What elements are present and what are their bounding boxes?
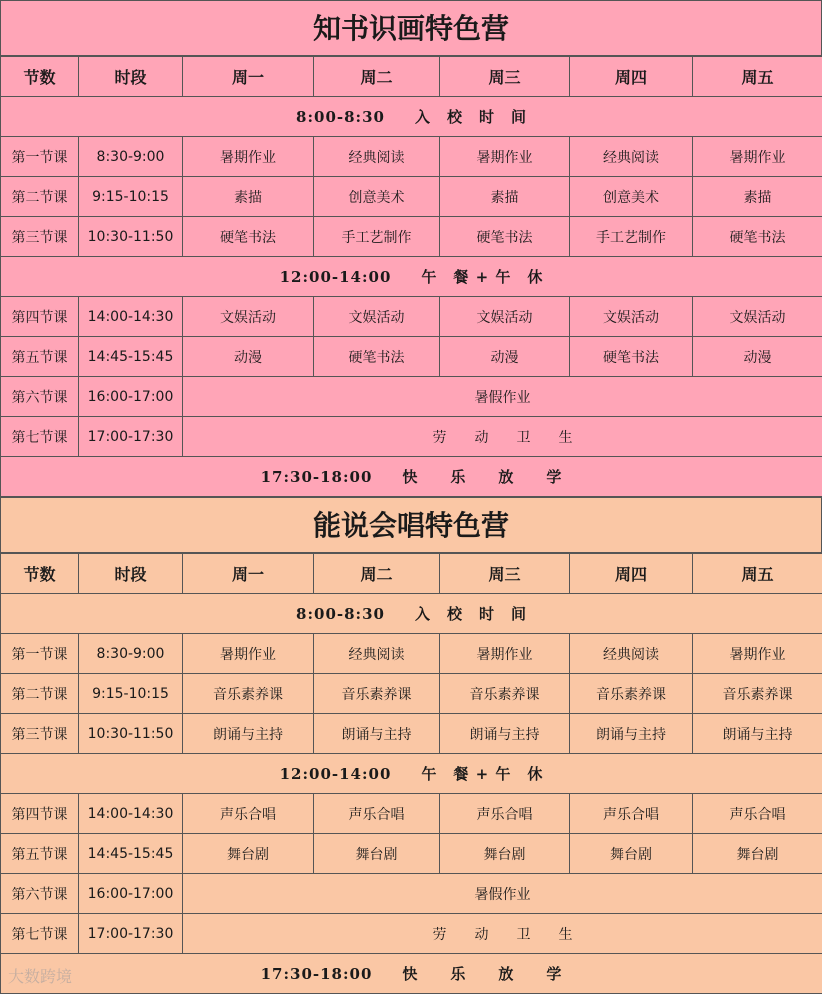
course-cell: 动漫: [440, 337, 570, 377]
period-time: 8:30-9:00: [79, 137, 183, 177]
break-time: 8:00-8:30: [296, 605, 385, 623]
period-time: 8:30-9:00: [79, 634, 183, 674]
course-cell: 手工艺制作: [570, 217, 693, 257]
period-label: 第七节课: [1, 914, 79, 954]
break-time: 17:30-18:00: [261, 965, 373, 983]
period-label: 第四节课: [1, 794, 79, 834]
column-header: 周五: [693, 57, 822, 97]
course-cell: 硬笔书法: [693, 217, 822, 257]
period-label: 第二节课: [1, 177, 79, 217]
period-time: 9:15-10:15: [79, 674, 183, 714]
course-cell: 硬笔书法: [314, 337, 440, 377]
merged-course-cell: 暑假作业: [183, 874, 822, 914]
table-row: [1, 417, 822, 457]
period-label: 第七节课: [1, 417, 79, 457]
camp-title: 能说会唱特色营: [0, 497, 822, 553]
course-cell: 文娱活动: [693, 297, 822, 337]
break-time: 12:00-14:00: [280, 268, 392, 286]
table-row: [1, 714, 822, 754]
schedule-table: [0, 56, 822, 497]
break-row-cell: [1, 594, 822, 634]
course-cell: 音乐素养课: [314, 674, 440, 714]
period-time: 17:00-17:30: [79, 914, 183, 954]
camp-schedule-2: [0, 497, 822, 994]
break-label: 午 餐 + 午 休: [421, 268, 543, 286]
course-cell: 硬笔书法: [570, 337, 693, 377]
course-cell: 文娱活动: [314, 297, 440, 337]
course-cell: 文娱活动: [440, 297, 570, 337]
break-time: 8:00-8:30: [296, 108, 385, 126]
course-cell: 暑期作业: [440, 137, 570, 177]
column-header: 时段: [79, 57, 183, 97]
course-cell: 创意美术: [314, 177, 440, 217]
table-row: [1, 137, 822, 177]
table-row: [1, 634, 822, 674]
table-row: [1, 297, 822, 337]
column-header: 周四: [570, 554, 693, 594]
column-header: 周一: [183, 57, 314, 97]
period-label: 第一节课: [1, 634, 79, 674]
course-cell: 经典阅读: [314, 634, 440, 674]
period-time: 17:00-17:30: [79, 417, 183, 457]
period-label: 第一节课: [1, 137, 79, 177]
course-cell: 文娱活动: [183, 297, 314, 337]
course-cell: 暑期作业: [440, 634, 570, 674]
camp-title: 知书识画特色营: [0, 0, 822, 56]
table-row: [1, 594, 822, 634]
course-cell: 经典阅读: [570, 137, 693, 177]
break-label: 快 乐 放 学: [402, 468, 562, 486]
table-row: [1, 794, 822, 834]
period-time: 10:30-11:50: [79, 217, 183, 257]
period-time: 14:00-14:30: [79, 297, 183, 337]
column-header: 时段: [79, 554, 183, 594]
column-header: 周一: [183, 554, 314, 594]
course-cell: 音乐素养课: [570, 674, 693, 714]
table-row: [1, 674, 822, 714]
table-row: [1, 217, 822, 257]
course-cell: 朗诵与主持: [693, 714, 822, 754]
table-row: [1, 337, 822, 377]
column-header: 节数: [1, 554, 79, 594]
course-cell: 朗诵与主持: [183, 714, 314, 754]
period-time: 14:00-14:30: [79, 794, 183, 834]
table-row: [1, 874, 822, 914]
course-cell: 手工艺制作: [314, 217, 440, 257]
column-header: 周三: [440, 554, 570, 594]
course-cell: 声乐合唱: [693, 794, 822, 834]
period-label: 第三节课: [1, 217, 79, 257]
period-label: 第五节课: [1, 834, 79, 874]
break-label: 快 乐 放 学: [402, 965, 562, 983]
merged-course-cell: 劳 动 卫 生: [183, 417, 822, 457]
table-row: [1, 754, 822, 794]
course-cell: 硬笔书法: [440, 217, 570, 257]
period-time: 14:45-15:45: [79, 337, 183, 377]
course-cell: 硬笔书法: [183, 217, 314, 257]
period-time: 14:45-15:45: [79, 834, 183, 874]
course-cell: 声乐合唱: [440, 794, 570, 834]
course-cell: 经典阅读: [314, 137, 440, 177]
column-header: 周二: [314, 554, 440, 594]
course-cell: 朗诵与主持: [570, 714, 693, 754]
course-cell: 经典阅读: [570, 634, 693, 674]
course-cell: 舞台剧: [693, 834, 822, 874]
column-header: 周五: [693, 554, 822, 594]
course-cell: 素描: [693, 177, 822, 217]
course-cell: 声乐合唱: [570, 794, 693, 834]
break-label: 午 餐 + 午 休: [421, 765, 543, 783]
column-header: 节数: [1, 57, 79, 97]
course-cell: 舞台剧: [570, 834, 693, 874]
course-cell: 暑期作业: [693, 634, 822, 674]
course-cell: 暑期作业: [693, 137, 822, 177]
break-label: 入 校 时 间: [415, 108, 527, 126]
course-cell: 声乐合唱: [183, 794, 314, 834]
break-time: 17:30-18:00: [261, 468, 373, 486]
break-row-cell: [1, 954, 822, 994]
table-row: [1, 257, 822, 297]
course-cell: 音乐素养课: [183, 674, 314, 714]
break-row-cell: [1, 457, 822, 497]
period-label: 第四节课: [1, 297, 79, 337]
table-row: [1, 457, 822, 497]
column-header: 周二: [314, 57, 440, 97]
course-cell: 动漫: [693, 337, 822, 377]
period-time: 10:30-11:50: [79, 714, 183, 754]
table-row: [1, 914, 822, 954]
course-cell: 素描: [183, 177, 314, 217]
course-cell: 朗诵与主持: [314, 714, 440, 754]
merged-course-cell: 暑假作业: [183, 377, 822, 417]
course-cell: 素描: [440, 177, 570, 217]
course-cell: 舞台剧: [183, 834, 314, 874]
period-label: 第二节课: [1, 674, 79, 714]
table-row: [1, 377, 822, 417]
course-cell: 暑期作业: [183, 634, 314, 674]
column-header: 周三: [440, 57, 570, 97]
table-row: [1, 954, 822, 994]
header-row: [1, 57, 822, 97]
schedule-table: [0, 553, 822, 994]
period-label: 第六节课: [1, 874, 79, 914]
course-cell: 音乐素养课: [693, 674, 822, 714]
column-header: 周四: [570, 57, 693, 97]
course-cell: 音乐素养课: [440, 674, 570, 714]
period-time: 16:00-17:00: [79, 874, 183, 914]
merged-course-cell: 劳 动 卫 生: [183, 914, 822, 954]
period-time: 16:00-17:00: [79, 377, 183, 417]
break-row-cell: [1, 257, 822, 297]
break-row-cell: [1, 754, 822, 794]
period-label: 第三节课: [1, 714, 79, 754]
course-cell: 暑期作业: [183, 137, 314, 177]
header-row: [1, 554, 822, 594]
watermark-logo: 大数跨境: [8, 964, 72, 987]
course-cell: 文娱活动: [570, 297, 693, 337]
course-cell: 舞台剧: [314, 834, 440, 874]
table-row: [1, 177, 822, 217]
period-time: 9:15-10:15: [79, 177, 183, 217]
period-label: 第六节课: [1, 377, 79, 417]
course-cell: 动漫: [183, 337, 314, 377]
break-label: 入 校 时 间: [415, 605, 527, 623]
period-label: 第五节课: [1, 337, 79, 377]
course-cell: 声乐合唱: [314, 794, 440, 834]
table-row: [1, 97, 822, 137]
course-cell: 创意美术: [570, 177, 693, 217]
table-row: [1, 834, 822, 874]
break-row-cell: [1, 97, 822, 137]
course-cell: 舞台剧: [440, 834, 570, 874]
course-cell: 朗诵与主持: [440, 714, 570, 754]
break-time: 12:00-14:00: [280, 765, 392, 783]
